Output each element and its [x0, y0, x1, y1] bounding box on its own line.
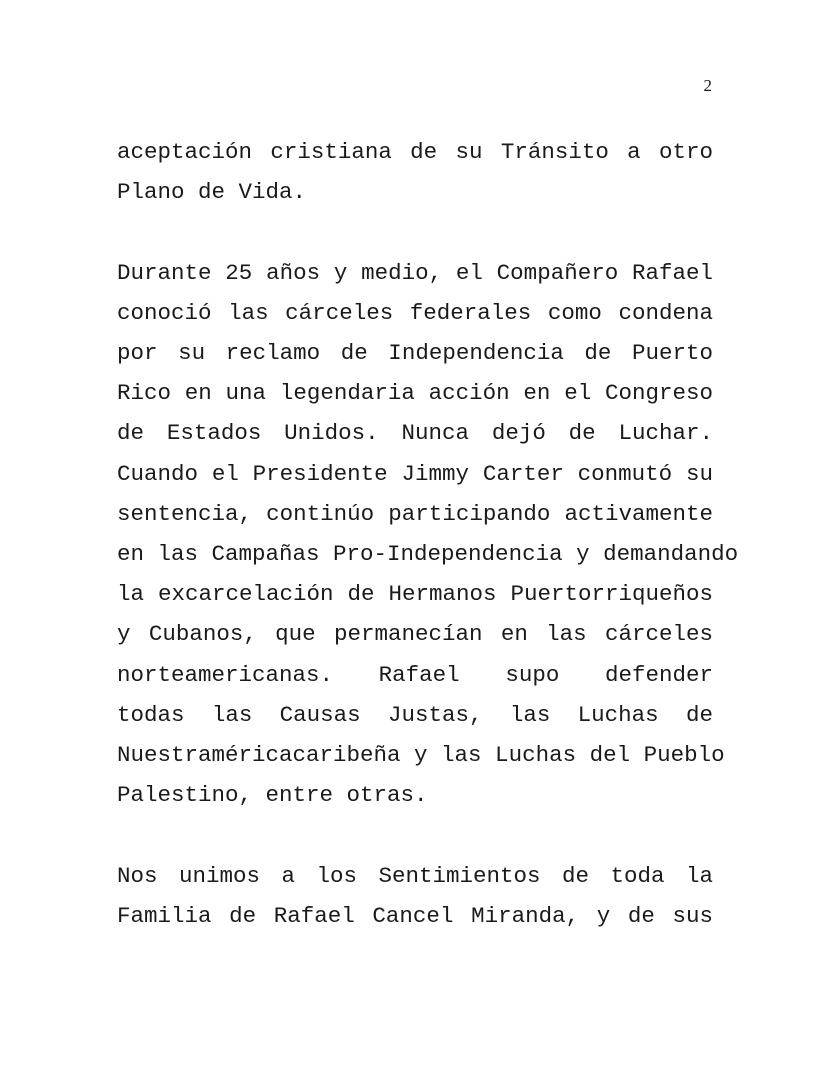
text-line: de Estados Unidos. Nunca dejó de Luchar. [117, 420, 713, 447]
page-number: 2 [703, 76, 712, 95]
document-body [117, 132, 739, 976]
text-line: Durante 25 años y medio, el Compañero Rafael [117, 259, 713, 286]
text-line: Cuando el Presidente Jimmy Carter conmutó su [117, 460, 713, 487]
paragraph-3 [117, 856, 713, 936]
text-line: aceptación cristiana de su Tránsito a otro [117, 139, 713, 165]
paragraph-2 [117, 253, 739, 816]
text-line: Familia de Rafael Cancel Miranda, y de sus [117, 902, 713, 929]
text-line: Plano de Vida. [117, 179, 307, 206]
text-line: norteamericanas. Rafael supo defender [117, 661, 713, 688]
text-line: Palestino, entre otras. [117, 782, 428, 809]
text-line: Rico en una legendaria acción en el Congreso [117, 380, 713, 407]
text-line: la excarcelación de Hermanos Puertorriqueños [117, 581, 713, 608]
text-line: todas las Causas Justas, las Luchas de [117, 701, 713, 728]
text-line: sentencia, continúo participando activamente [117, 500, 713, 527]
text-line: Nuestraméricacaribeña y las Luchas del Pueblo [117, 742, 725, 769]
text-line: Nos unimos a los Sentimientos de toda la [117, 862, 713, 889]
text-line: y Cubanos, que permanecían en las cárceles [117, 621, 713, 648]
text-line: conoció las cárceles federales como condena [117, 299, 713, 326]
text-line: en las Campañas Pro-Independencia y demandando [117, 541, 739, 568]
text-line: por su reclamo de Independencia de Puerto [117, 340, 713, 366]
paragraph-1 [117, 132, 713, 212]
